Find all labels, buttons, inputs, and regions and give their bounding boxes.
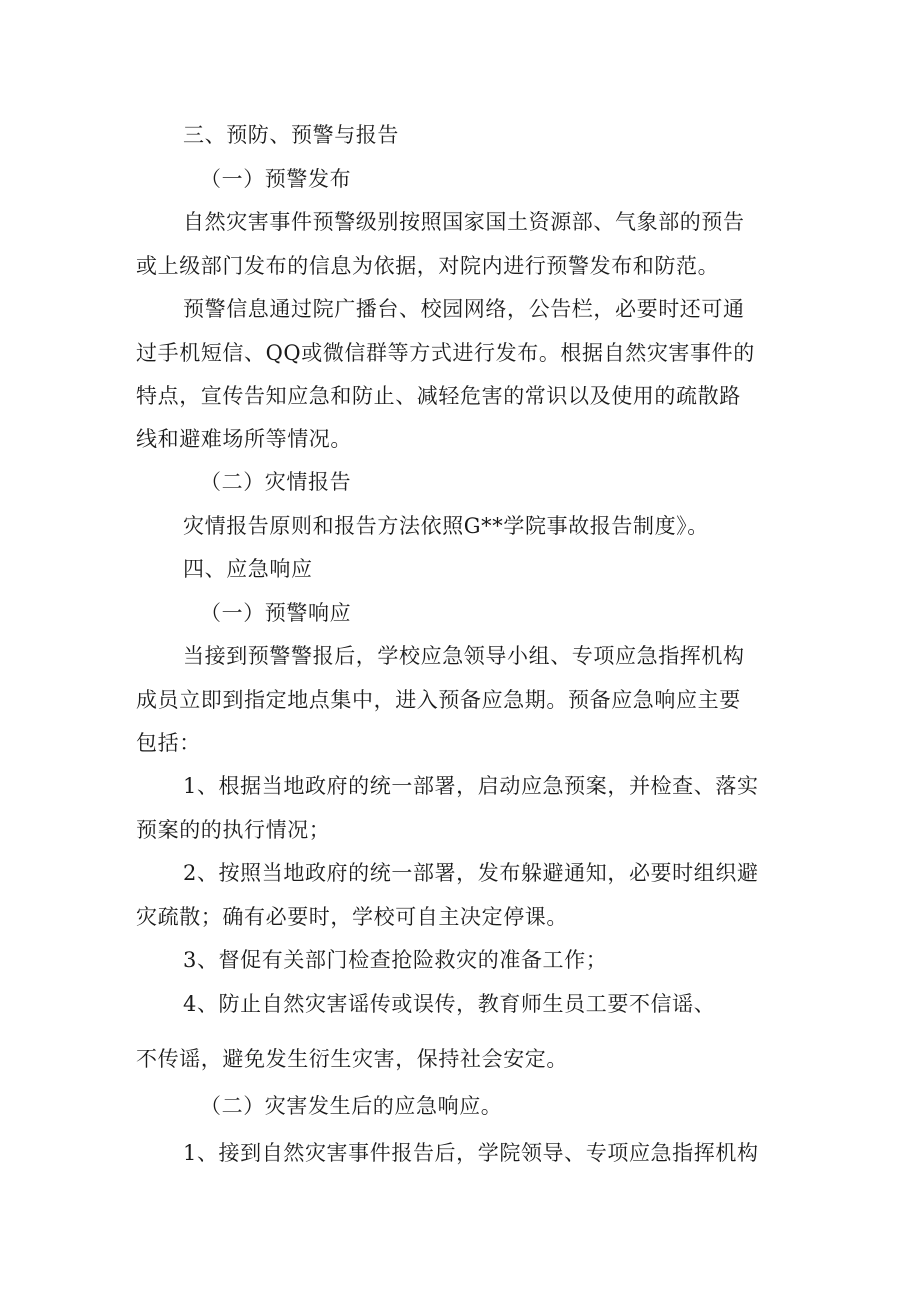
list-item-continuation: 预案的的执行情况；: [136, 818, 331, 842]
list-item-continuation: 灾疏散；确有必要时，学校可自主决定停课。: [136, 905, 568, 929]
paragraph-line: 当接到预警警报后，学校应急领导小组、专项应急指挥机构: [183, 644, 745, 668]
list-item: 2、按照当地政府的统一部署，发布躲避通知，必要时组织避: [183, 861, 759, 885]
list-item: 1、接到自然灾害事件报告后，学院领导、专项应急指挥机构: [183, 1141, 759, 1165]
paragraph-line: 成员立即到指定地点集中，进入预备应急期。预备应急响应主要: [136, 688, 741, 712]
subheading-warning-release: （一）预警发布: [200, 167, 352, 191]
subheading-disaster-report: （二）灾情报告: [200, 470, 352, 494]
paragraph-line: 线和避难场所等情况。: [136, 427, 352, 451]
list-item: 1、根据当地政府的统一部署，启动应急预案，并检查、落实: [183, 774, 759, 798]
list-item: 3、督促有关部门检查抢险救灾的准备工作；: [183, 948, 608, 972]
subheading-warning-response: （一）预警响应: [200, 601, 352, 625]
list-item: 4、防止自然灾害谣传或误传，教育师生员工要不信谣、: [183, 992, 716, 1016]
paragraph-line: 包括：: [136, 731, 201, 755]
paragraph-line: 或上级部门发布的信息为依据，对院内进行预警发布和防范。: [136, 254, 720, 278]
subheading-post-disaster-response: （二）灾害发生后的应急响应。: [200, 1094, 503, 1118]
paragraph-line: 灾情报告原则和报告方法依照G**学院事故报告制度》。: [183, 514, 709, 538]
section-heading-prevention: 三、预防、预警与报告: [183, 123, 399, 147]
paragraph-line: 特点，宣传告知应急和防止、减轻危害的常识以及使用的疏散路: [136, 384, 741, 408]
list-item-continuation: 不传谣，避免发生衍生灾害，保持社会安定。: [136, 1047, 568, 1071]
section-heading-emergency-response: 四、应急响应: [183, 557, 313, 581]
paragraph-line: 自然灾害事件预警级别按照国家国土资源部、气象部的预告: [183, 210, 745, 234]
paragraph-line: 过手机短信、QQ或微信群等方式进行发布。根据自然灾害事件的: [136, 341, 755, 365]
paragraph-line: 预警信息通过院广播台、校园网络，公告栏，必要时还可通: [183, 297, 745, 321]
